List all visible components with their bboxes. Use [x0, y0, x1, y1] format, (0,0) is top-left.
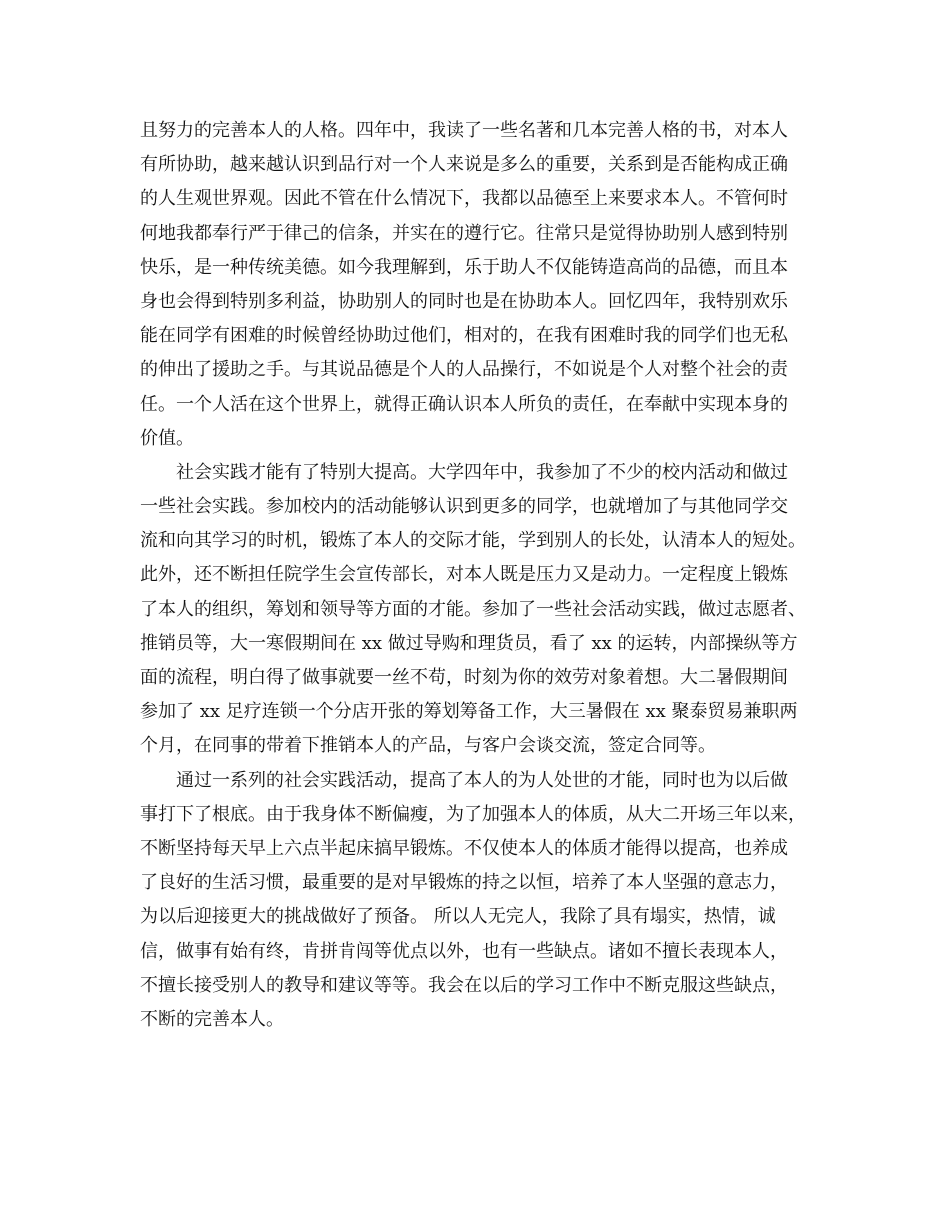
- text-line: 何地我都奉行严于律己的信条，并实在的遵行它。往常只是觉得协助别人感到特别: [140, 222, 788, 244]
- paragraph-1: [140, 114, 820, 456]
- paragraph-3: [140, 764, 820, 1038]
- text-line: 身也会得到特别多利益，协助别人的同时也是在协助本人。回忆四年，我特别欢乐: [140, 290, 788, 312]
- document-body: [140, 114, 820, 1037]
- text-line: 通过一系列的社会实践活动，提高了本人的为人处世的才能，同时也为以后做: [176, 769, 788, 791]
- text-line: 有所协助，越来越认识到品行对一个人来说是多么的重要，关系到是否能构成正确: [140, 154, 788, 176]
- text-line: 面的流程，明白得了做事就要一丝不苟，时刻为你的效劳对象着想。大二暑假期间: [140, 667, 788, 688]
- text-line: 能在同学有困难的时候曾经协助过他们，相对的，在我有困难时我的同学们也无私: [140, 325, 788, 347]
- text-line: 不擅长接受别人的教导和建议等等。我会在以后的学习工作中不断克服这些缺点，: [140, 974, 788, 996]
- text-line: 任。一个人活在这个世界上，就得正确认识本人所负的责任，在奉献中实现本身的: [140, 393, 788, 415]
- text-line: 不断坚持每天早上六点半起床搞早锻炼。不仅使本人的体质才能得以提高，也养成: [140, 837, 788, 859]
- text-line: 推销员等，大一寒假期间在 xx 做过导购和理货员，看了 xx 的运转，内部操纵等方: [140, 632, 798, 654]
- text-line: 流和向其学习的时机，锻炼了本人的交际才能，学到别人的长处，认清本人的短处。: [140, 530, 806, 552]
- text-line: 的人生观世界观。因此不管在什么情况下，我都以品德至上来要求本人。不管何时: [140, 188, 788, 210]
- text-line: 且努力的完善本人的人格。四年中，我读了一些名著和几本完善人格的书，对本人: [140, 120, 788, 141]
- text-line: 个月，在同事的带着下推销本人的产品，与客户会谈交流，签定合同等。: [140, 735, 716, 757]
- text-line: 不断的完善本人。: [140, 1008, 284, 1030]
- text-line: 了本人的组织，筹划和领导等方面的才能。参加了一些社会活动实践，做过志愿者、: [140, 598, 806, 620]
- text-line: 价值。: [140, 427, 194, 449]
- text-line: 信，做事有始有终，肯拼肯闯等优点以外，也有一些缺点。诸如不擅长表现本人，: [140, 940, 788, 962]
- text-line: 一些社会实践。参加校内的活动能够认识到更多的同学，也就增加了与其他同学交: [140, 496, 788, 518]
- text-line: 为以后迎接更大的挑战做好了预备。 所以人无完人，我除了具有塌实，热情，诚: [140, 906, 776, 928]
- text-line: 事打下了根底。由于我身体不断偏瘦，为了加强本人的体质，从大二开场三年以来，: [140, 803, 806, 825]
- text-line: 了良好的生活习惯，最重要的是对早锻炼的持之以恒，培养了本人坚强的意志力，: [140, 872, 788, 894]
- paragraph-2: [140, 456, 820, 764]
- text-line: 的伸出了援助之手。与其说品德是个人的人品操行，不如说是个人对整个社会的责: [140, 359, 788, 381]
- text-line: 快乐，是一种传统美德。如今我理解到，乐于助人不仅能铸造高尚的品德，而且本: [140, 256, 788, 278]
- text-line: 参加了 xx 足疗连锁一个分店开张的筹划筹备工作，大三暑假在 xx 聚泰贸易兼职两: [140, 701, 798, 723]
- text-line: 此外，还不断担任院学生会宣传部长，对本人既是压力又是动力。一定程度上锻炼: [140, 564, 788, 586]
- text-line: 社会实践才能有了特别大提高。大学四年中，我参加了不少的校内活动和做过: [176, 461, 788, 483]
